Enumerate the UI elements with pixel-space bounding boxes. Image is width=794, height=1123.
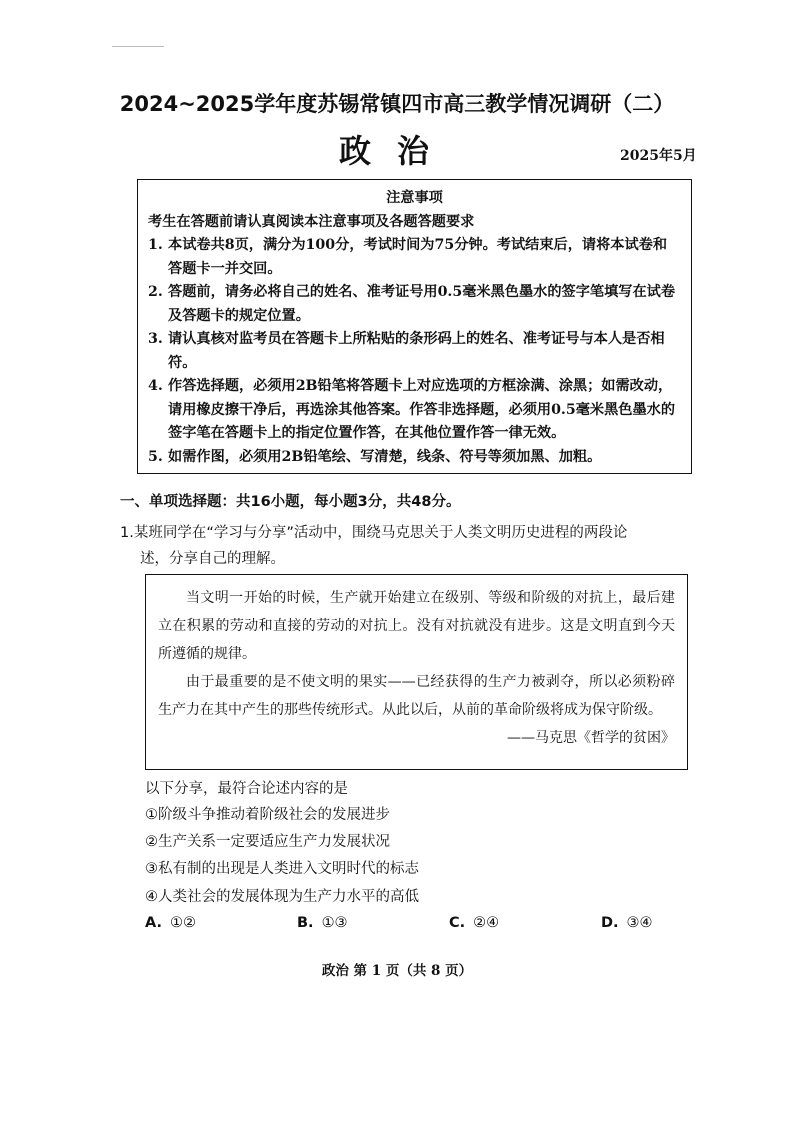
choice-a	[145, 915, 196, 931]
choice-d	[601, 915, 653, 931]
choice-letter: C.	[449, 915, 466, 931]
page-footer: 政治 第 1 页（共 8 页）	[321, 963, 473, 979]
notice-item-number: 1.	[148, 237, 163, 253]
notice-item	[148, 328, 681, 375]
notice-item	[148, 446, 681, 470]
notice-item-text: 本试卷共8页，满分为100分，考试时间为75分钟。考试结束后，请将本试卷和答题卡一并交回。	[168, 237, 668, 277]
notice-item-number: 2.	[148, 284, 163, 300]
statement-option: ①阶级斗争推动着阶级社会的发展进步	[145, 807, 390, 823]
notice-item-text: 请认真核对监考员在答题卡上所粘贴的条形码上的姓名、准考证号与本人是否相符。	[168, 331, 665, 371]
notice-item	[148, 375, 681, 446]
choice-value: ①②	[170, 915, 196, 931]
notice-item	[148, 234, 681, 281]
notice-item-number: 3.	[148, 331, 163, 347]
exam-title: 2024~2025学年度苏锡常镇四市高三教学情况调研（二）	[119, 92, 675, 116]
choice-letter: A.	[145, 915, 162, 931]
choice-c	[449, 915, 499, 931]
notice-item-text: 作答选择题，必须用2B铅笔将答题卡上对应选项的方框涂满、涂黑；如需改动，请用橡皮擦干净后，再选涂其他答案。作答非选择题，必须用0.5毫米黑色墨水的签字笔在答题卡上的指定位置作答，在其他位置作答一律无效。	[168, 378, 676, 441]
choice-value: ①③	[321, 915, 348, 931]
choice-letter: B.	[297, 915, 314, 931]
question-stem	[120, 520, 695, 572]
statement-option: ②生产关系一定要适应生产力发展状况	[145, 834, 390, 850]
statement-option: ④人类社会的发展体现为生产力水平的高低	[145, 889, 419, 905]
choice-value: ②④	[473, 915, 500, 931]
question-prompt: 以下分享，最符合论述内容的是	[145, 781, 348, 797]
quote-paragraph-1: 当文明一开始的时候，生产就开始建立在级别、等级和阶级的对抗上，最后建立在积累的劳动和直接的劳动的对抗上。没有对抗就没有进步。这是文明直到今天所遵循的规律。	[158, 590, 675, 662]
notice-title: 注意事项	[386, 190, 443, 206]
notice-box	[137, 179, 692, 474]
notice-item	[148, 281, 681, 328]
quote-source: ——马克思《哲学的贫困》	[507, 730, 675, 746]
notice-intro: 考生在答题前请认真阅读本注意事项及各题答题要求	[148, 213, 475, 230]
exam-date: 2025年5月	[620, 148, 697, 164]
quote-box	[145, 574, 688, 770]
choice-value: ③④	[626, 915, 653, 931]
notice-item-text: 如需作图，必须用2B铅笔绘、写清楚，线条、符号等须加黑、加粗。	[168, 448, 602, 465]
notice-item-number: 4.	[148, 378, 163, 394]
question-stem-line1: 1.某班同学在“学习与分享”活动中，围绕马克思关于人类文明历史进程的两段论	[120, 525, 628, 541]
scan-mark-line	[112, 46, 164, 47]
section-heading: 一、单项选择题：共16小题，每小题3分，共48分。	[120, 494, 461, 510]
subject-title: 政治	[338, 132, 455, 170]
quote-paragraph-2: 由于最重要的是不使文明的果实——已经获得的生产力被剥夺，所以必须粉碎生产力在其中产生的那些传统形式。从此以后，从前的革命阶级将成为保守阶级。	[158, 674, 675, 718]
notice-item-number: 5.	[148, 448, 163, 465]
notice-item-text: 答题前，请务必将自己的姓名、准考证号用0.5毫米黑色墨水的签字笔填写在试卷及答题卡的规定位置。	[168, 284, 676, 324]
choice-letter: D.	[601, 915, 619, 931]
choice-b	[297, 915, 348, 931]
question-stem-line2: 述，分享自己的理解。	[140, 551, 285, 567]
statement-option: ③私有制的出现是人类进入文明时代的标志	[145, 861, 419, 877]
